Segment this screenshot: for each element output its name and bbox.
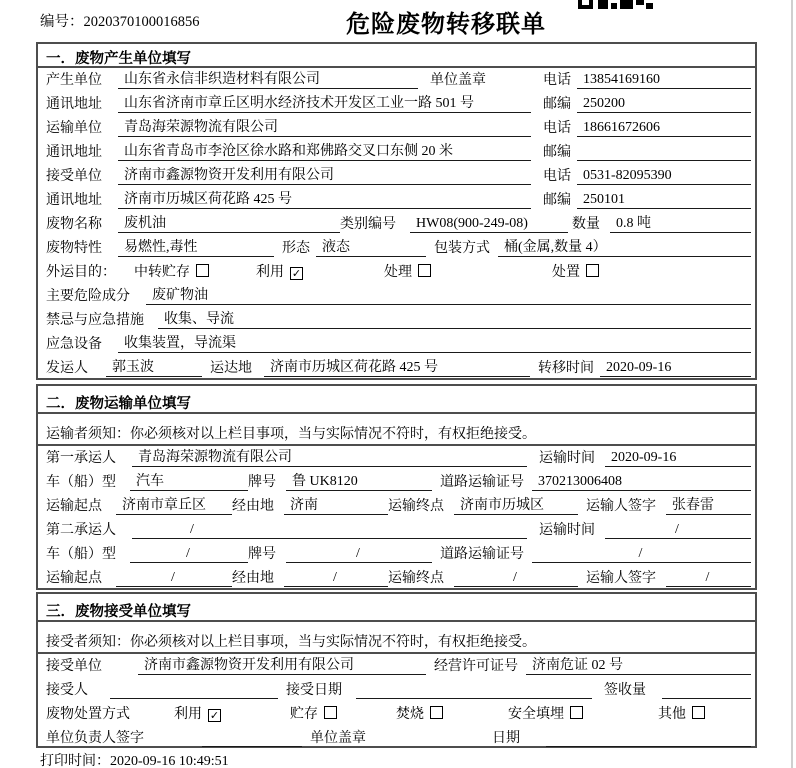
transfer-date-label: 转移时间: [538, 361, 594, 376]
row-disposal-method: [38, 702, 755, 726]
row-route-2: [38, 566, 755, 590]
origin-label: 运输起点: [46, 499, 102, 514]
purpose-option-utilize: 利用 ✓: [256, 265, 302, 280]
purpose-label: 外运目的：: [46, 265, 116, 280]
disposal-option-utilize: 利用 ✓: [174, 707, 220, 722]
row-taboo-measures: [38, 308, 755, 332]
row-waste-character: [38, 236, 755, 260]
phone-label: 电话: [543, 169, 571, 184]
form-label: 形态: [282, 241, 310, 256]
transporter-value: 青岛海荣源物流有限公司: [118, 116, 531, 137]
phone-label: 电话: [543, 73, 571, 88]
plate-2-value: /: [286, 546, 432, 563]
vehicle-type-value: 汽车: [130, 470, 248, 491]
accept-date-value: [356, 698, 592, 699]
disposal-label: 废物处置方式: [46, 707, 130, 722]
carrier-sign-2-value: /: [666, 570, 751, 587]
row-vehicle-2: [38, 542, 755, 566]
origin-2-value: /: [116, 570, 232, 587]
checkbox-disposal-incinerate: [430, 706, 443, 719]
transporter-zip-value: [577, 160, 751, 161]
carrier-sign-label: 运输人签字: [586, 571, 656, 586]
first-carrier-label: 第一承运人: [46, 451, 116, 466]
license-value: 济南危证 02 号: [526, 654, 751, 675]
plate-label: 牌号: [248, 547, 276, 562]
row-second-carrier: [38, 518, 755, 542]
packing-value: 桶(金属,数量 4）: [498, 236, 751, 257]
page-title: 危险废物转移联单: [346, 12, 546, 38]
address-label: 通讯地址: [46, 193, 102, 208]
row-route-1: [38, 494, 755, 518]
form-value: 液态: [316, 236, 426, 257]
equipment-value: 收集装置，导流渠: [118, 332, 751, 353]
hazard-value: 废矿物油: [146, 284, 751, 305]
acceptor-value: [110, 698, 278, 699]
purpose-option-transfer-storage: 中转贮存: [134, 261, 256, 281]
road-permit-label: 道路运输证号: [440, 475, 524, 490]
destination-label: 运达地: [210, 361, 252, 376]
plate-label: 牌号: [248, 475, 276, 490]
equipment-label: 应急设备: [46, 337, 102, 352]
section-transport-header: 二．废物运输单位填写: [38, 386, 755, 414]
quantity-value: 0.8 吨: [610, 212, 751, 233]
transport-time-value: 2020-09-16: [605, 450, 751, 467]
transport-time-2-value: /: [605, 522, 751, 539]
accept-unit-value: 济南市鑫源物资开发利用有限公司: [138, 654, 426, 675]
road-permit-2-value: /: [532, 546, 751, 563]
purpose-option-dispose: 处置: [552, 261, 599, 281]
section-receiver: [36, 592, 757, 748]
row-shipper: [38, 356, 755, 380]
via-label: 经由地: [232, 499, 274, 514]
row-receiver-address: [38, 188, 755, 212]
row-producer-address: [38, 92, 755, 116]
disposal-option-landfill: 安全填埋: [508, 703, 658, 723]
date-label: 日期: [492, 731, 520, 746]
received-qty-value: [662, 698, 751, 699]
license-label: 经营许可证号: [434, 659, 518, 674]
road-permit-label: 道路运输证号: [440, 547, 524, 562]
head-sign-label: 单位负责人签字: [46, 731, 144, 746]
character-value: 易燃性,毒性: [118, 236, 274, 257]
serial-label: 编号：: [40, 14, 84, 30]
acceptor-label: 接受人: [46, 683, 88, 698]
origin-label: 运输起点: [46, 571, 102, 586]
zip-label: 邮编: [543, 193, 571, 208]
character-label: 废物特性: [46, 241, 102, 256]
checkbox-utilize: ✓: [291, 267, 302, 280]
stamp-label: 单位盖章: [430, 73, 486, 88]
producer-value: 山东省永信非织造材料有限公司: [118, 68, 418, 89]
row-head-signature: [38, 726, 755, 750]
purpose-option-treat: 处理: [384, 261, 552, 281]
row-hazard-component: [38, 284, 755, 308]
row-emergency-equipment: [38, 332, 755, 356]
shipper-value: 郭玉波: [106, 356, 202, 377]
carrier-sign-value: 张春雷: [666, 494, 751, 515]
accept-unit-label: 接受单位: [46, 659, 102, 674]
transport-notice-text: 你必须核对以上栏目事项，当与实际情况不符时，有权拒绝接受。: [130, 427, 536, 442]
taboo-label: 禁忌与应急措施: [46, 313, 144, 328]
disposal-option-other: 其他: [658, 703, 705, 723]
via-2-value: /: [284, 570, 388, 587]
vehicle-type-2-value: /: [130, 546, 248, 563]
print-time: [40, 750, 229, 768]
serial-value: 2020370100016856: [83, 14, 200, 30]
transporter-address-value: 山东省青岛市李沧区徐水路和郑佛路交叉口东侧 20 米: [118, 140, 531, 161]
waste-name-label: 废物名称: [46, 217, 102, 232]
receiver-address-value: 济南市历城区荷花路 425 号: [118, 188, 531, 209]
second-carrier-value: /: [132, 522, 527, 539]
received-qty-label: 签收量: [604, 683, 646, 698]
section-transport: [36, 384, 757, 590]
accept-date-label: 接受日期: [286, 683, 342, 698]
page-edge-line: [791, 0, 793, 768]
terminus-label: 运输终点: [388, 571, 444, 586]
producer-address-value: 山东省济南市章丘区明水经济技术开发区工业一路 501 号: [118, 92, 531, 113]
producer-zip-value: 250200: [577, 96, 751, 113]
origin-value: 济南市章丘区: [116, 494, 232, 515]
receiver-zip-value: 250101: [577, 192, 751, 209]
receiver-phone-value: 0531-82095390: [577, 168, 751, 185]
zip-label: 邮编: [543, 97, 571, 112]
row-transport-purpose: [38, 260, 755, 284]
receiver-notice-text: 你必须核对以上栏目事项，当与实际情况不符时，有权拒绝接受。: [130, 635, 536, 650]
checkbox-treat: [418, 264, 431, 277]
checkbox-disposal-utilize: ✓: [209, 709, 220, 722]
unit-stamp-label: 单位盖章: [310, 731, 366, 746]
row-waste-name: [38, 212, 755, 236]
row-transporter-address: [38, 140, 755, 164]
address-label: 通讯地址: [46, 97, 102, 112]
transport-time-label: 运输时间: [539, 523, 595, 538]
producer-label: 产生单位: [46, 73, 102, 88]
row-receiver: [38, 164, 755, 188]
head-sign-value: [202, 746, 302, 747]
transporter-phone-value: 18661672606: [577, 120, 751, 137]
checkbox-dispose: [586, 264, 599, 277]
destination-value: 济南市历城区荷花路 425 号: [264, 356, 530, 377]
row-accept-unit: [38, 654, 755, 678]
terminus-value: 济南市历城区: [454, 494, 578, 515]
date-value: [546, 746, 751, 747]
checkbox-disposal-landfill: [570, 706, 583, 719]
serial-number: [40, 10, 200, 31]
print-time-label: 打印时间：: [40, 754, 110, 768]
transfer-date-value: 2020-09-16: [600, 360, 751, 377]
row-vehicle-1: [38, 470, 755, 494]
zip-label: 邮编: [543, 145, 571, 160]
terminus-label: 运输终点: [388, 499, 444, 514]
shipper-label: 发运人: [46, 361, 88, 376]
checkbox-transfer-storage: [196, 264, 209, 277]
via-label: 经由地: [232, 571, 274, 586]
via-value: 济南: [284, 494, 388, 515]
row-first-carrier: [38, 446, 755, 470]
transporter-label: 运输单位: [46, 121, 102, 136]
producer-phone-value: 13854169160: [577, 72, 751, 89]
row-acceptor: [38, 678, 755, 702]
row-producer: [38, 68, 755, 92]
vehicle-type-label: 车（船）型: [46, 475, 116, 490]
category-label: 类别编号: [340, 217, 396, 232]
disposal-option-incinerate: 焚烧: [396, 703, 508, 723]
carrier-sign-label: 运输人签字: [586, 499, 656, 514]
print-time-value: 2020-09-16 10:49:51: [110, 754, 229, 768]
quantity-label: 数量: [572, 217, 600, 232]
road-permit-value: 370213006408: [532, 474, 751, 491]
phone-label: 电话: [543, 121, 571, 136]
taboo-value: 收集、导流: [158, 308, 751, 329]
hazard-label: 主要危险成分: [46, 289, 130, 304]
transport-notice: [38, 414, 755, 446]
receiver-label: 接受单位: [46, 169, 102, 184]
section-receiver-header: 三．废物接受单位填写: [38, 594, 755, 622]
waste-name-value: 废机油: [118, 212, 340, 233]
receiver-notice-label: 接受者须知：: [46, 635, 130, 650]
receiver-notice: [38, 622, 755, 654]
plate-value: 鲁 UK8120: [286, 470, 432, 491]
address-label: 通讯地址: [46, 145, 102, 160]
first-carrier-value: 青岛海荣源物流有限公司: [132, 446, 527, 467]
disposal-option-store: 贮存: [290, 703, 396, 723]
transport-time-label: 运输时间: [539, 451, 595, 466]
receiver-value: 济南市鑫源物资开发利用有限公司: [118, 164, 531, 185]
checkbox-disposal-store: [324, 706, 337, 719]
section-producer: [36, 42, 757, 380]
checkbox-disposal-other: [692, 706, 705, 719]
category-value: HW08(900-249-08): [410, 216, 568, 233]
row-transporter: [38, 116, 755, 140]
packing-label: 包装方式: [434, 241, 490, 256]
second-carrier-label: 第二承运人: [46, 523, 116, 538]
transport-notice-label: 运输者须知：: [46, 427, 130, 442]
vehicle-type-label: 车（船）型: [46, 547, 116, 562]
section-producer-header: 一．废物产生单位填写: [38, 44, 755, 68]
terminus-2-value: /: [454, 570, 578, 587]
